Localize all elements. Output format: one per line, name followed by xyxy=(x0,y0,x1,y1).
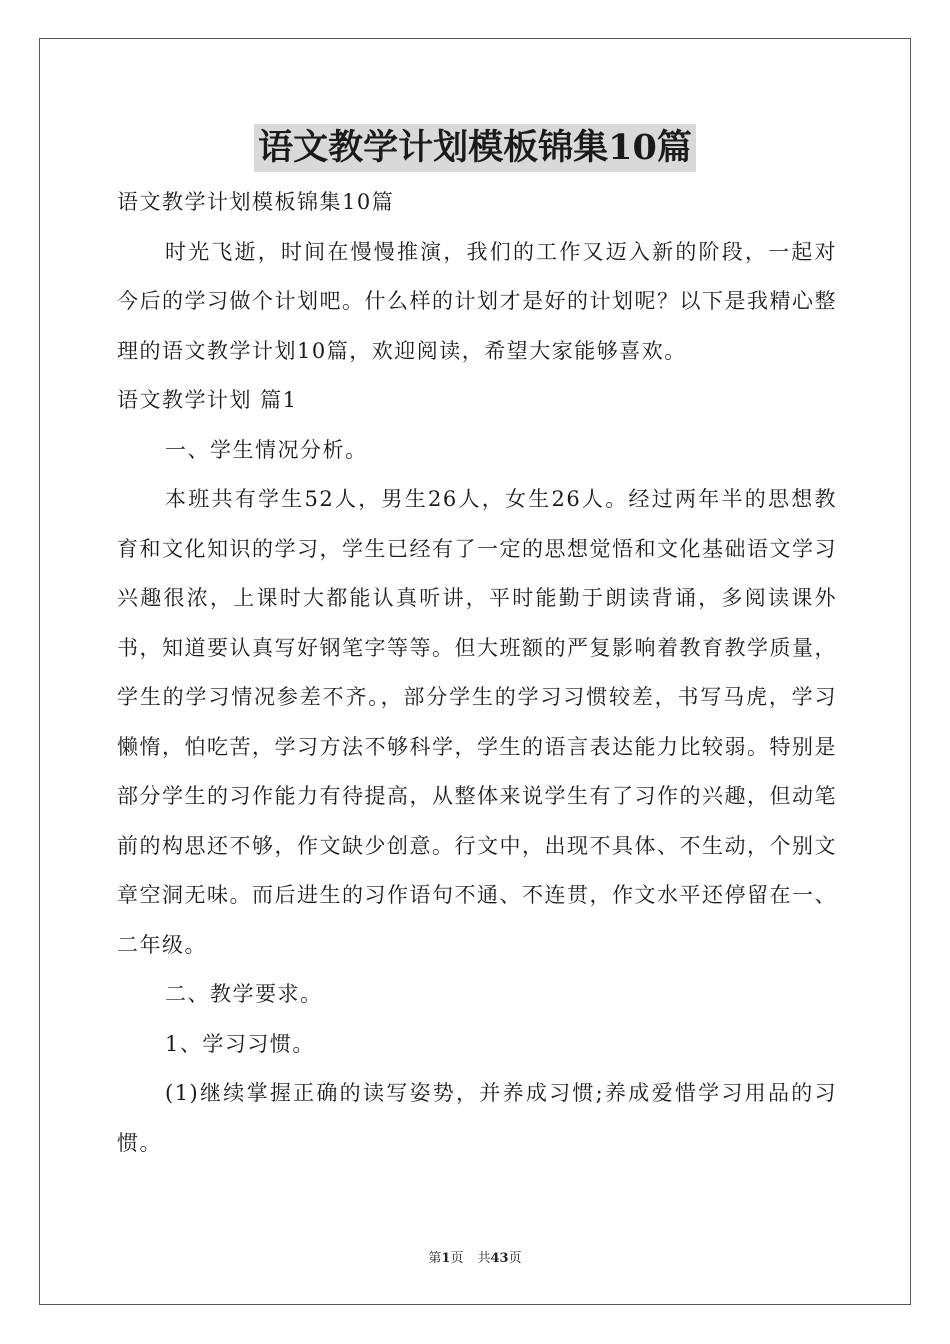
document-title xyxy=(0,124,950,172)
section-heading: 语文教学计划 篇1 xyxy=(117,388,298,412)
document-title-text: 语文教学计划模板锦集10篇 xyxy=(254,124,696,172)
footer-page-suffix: 页 xyxy=(450,1251,464,1266)
subheading-study-habits: 1、学习习惯。 xyxy=(165,1031,315,1056)
intro-paragraph: 时光飞逝，时间在慢慢推演，我们的工作又迈入新的阶段，一起对今后的学习做个计划吧。什么样的计划才是好的计划呢？以下是我精心整理的语文教学计划10篇，欢迎阅读，希望大家能够喜欢。 xyxy=(117,239,837,363)
page-footer xyxy=(0,1247,950,1266)
student-analysis-paragraph: 本班共有学生52人，男生26人，女生26人。经过两年半的思想教育和文化知识的学习，学生已经有了一定的思想觉悟和文化基础语文学习兴趣很浓，上课时大都能认真听讲，平时能勤于朗读背诵，多阅读课外书，知道要认真写好钢笔字等等。但大班额的严复影响着教育教学质量，学生的学习情况参差不齐。，部分学生的学习习惯较差，书写马虎，学习懒惰，怕吃苦，学习方法不够科学，学生的语言表达能力比较弱。特别是部分学生的习作能力有待提高，从整体来说学生有了习作的兴趣，但动笔前的构思还不够，作文缺少创意。行文中，出现不具体、不生动，个别文章空洞无味。而后进生的习作语句不通、不连贯，作文水平还停留在一、二年级。 xyxy=(117,487,837,957)
footer-page-prefix: 第 xyxy=(428,1251,442,1266)
footer-total-prefix: 共 xyxy=(477,1251,491,1266)
document-body xyxy=(117,178,837,1168)
subheading-teaching-requirements: 二、教学要求。 xyxy=(165,982,323,1006)
footer-total-suffix: 页 xyxy=(508,1251,522,1266)
habit-item-paragraph: (1)继续掌握正确的读写姿势，并养成习惯;养成爱惜学习用品的习惯。 xyxy=(117,1081,837,1155)
document-subtitle: 语文教学计划模板锦集10篇 xyxy=(117,190,395,214)
footer-page-current: 1 xyxy=(441,1251,451,1266)
footer-page-total: 43 xyxy=(490,1251,509,1266)
subheading-student-analysis: 一、学生情况分析。 xyxy=(165,437,368,462)
